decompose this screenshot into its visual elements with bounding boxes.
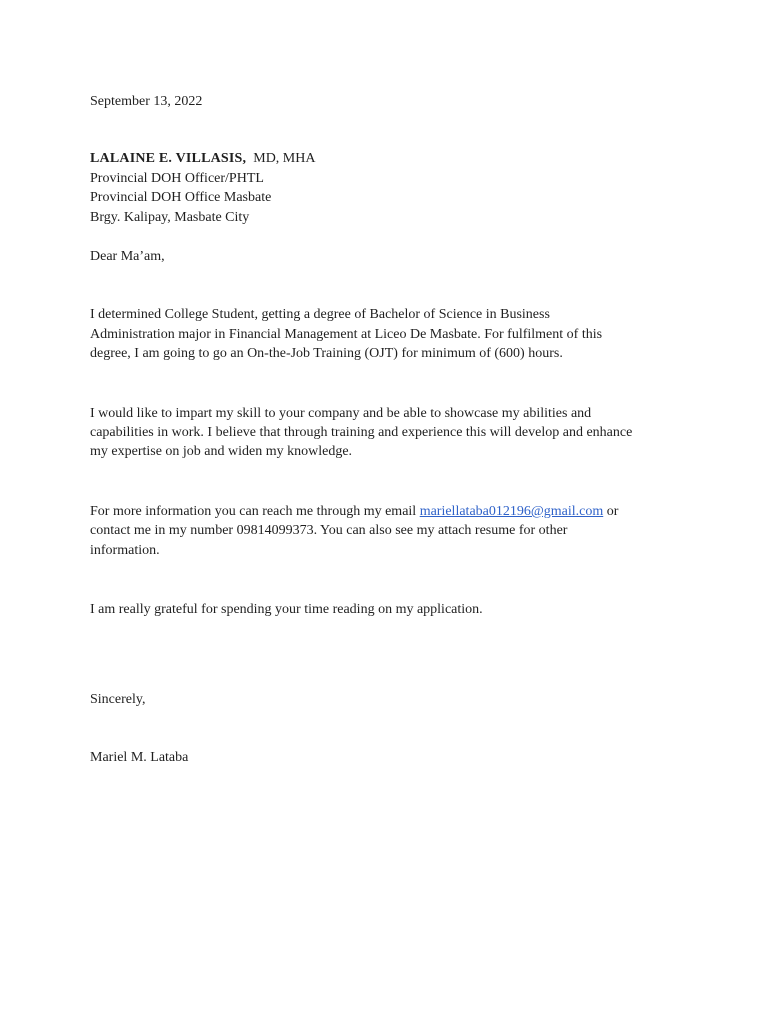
recipient-block — [90, 149, 690, 227]
paragraph-line: I would like to impart my skill to your company and be able to showcase my abilities and — [90, 405, 592, 421]
paragraph-line: my expertise on job and widen my knowledge. — [90, 444, 353, 460]
contact-text: For more information you can reach me through my email — [90, 503, 420, 519]
paragraph-line: I am really grateful for spending your time reading on my application. — [90, 602, 483, 618]
signature-name: Mariel M. Lataba — [90, 749, 189, 765]
closing: Sincerely, — [90, 691, 146, 707]
application-letter — [90, 92, 690, 767]
paragraph-gratitude — [90, 600, 690, 619]
recipient-name-line — [90, 149, 690, 168]
paragraph-line: capabilities in work. I believe that through training and experience this will develop and enhance — [90, 425, 633, 441]
email-link[interactable]: mariellataba012196@gmail.com — [419, 503, 604, 519]
paragraph-line: I determined College Student, getting a degree of Bachelor of Science in Business — [90, 307, 550, 323]
paragraph-line: degree, I am going to go an On-the-Job Training (OJT) for minimum of (600) hours. — [90, 346, 563, 362]
recipient-address: Brgy. Kalipay, Masbate City — [90, 209, 250, 225]
recipient-name: LALAINE E. VILLASIS, — [90, 151, 247, 167]
contact-text: or — [603, 503, 619, 519]
recipient-credentials: MD, MHA — [253, 151, 316, 167]
recipient-title: Provincial DOH Officer/PHTL — [90, 170, 264, 186]
paragraph-line: information. — [90, 542, 160, 558]
paragraph-skills — [90, 404, 690, 462]
letter-date: September 13, 2022 — [90, 94, 203, 109]
paragraph-line: Administration major in Financial Management at Liceo De Masbate. For fulfilment of this — [90, 326, 603, 342]
paragraph-intro — [90, 305, 690, 363]
paragraph-line — [90, 502, 690, 521]
paragraph-line: contact me in my number 09814099373. You can also see my attach resume for other — [90, 523, 568, 539]
salutation: Dear Ma’am, — [90, 249, 165, 265]
paragraph-contact — [90, 502, 690, 560]
recipient-office: Provincial DOH Office Masbate — [90, 190, 272, 206]
